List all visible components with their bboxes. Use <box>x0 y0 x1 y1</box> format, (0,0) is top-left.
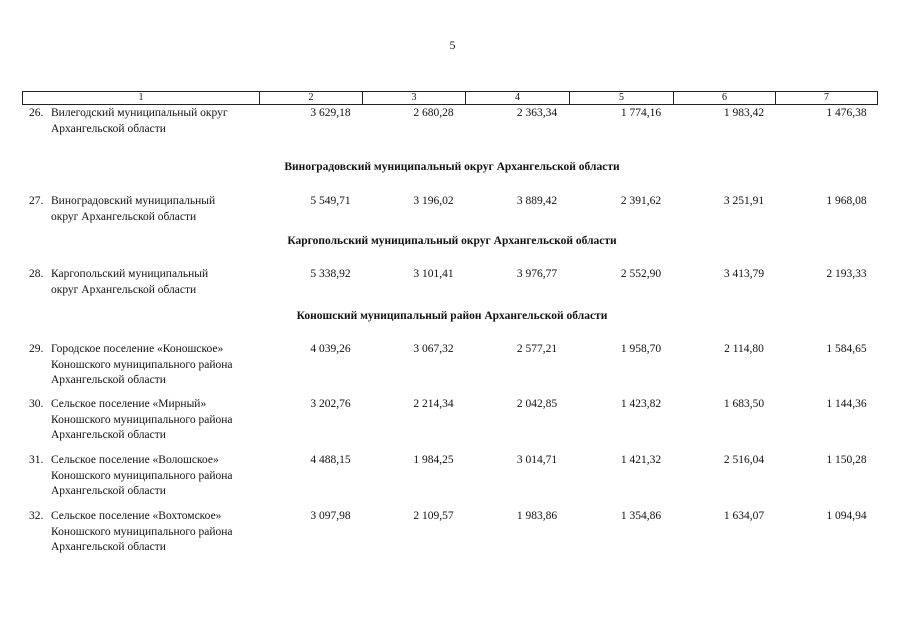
value-col-7: 1 584,65 <box>826 343 867 355</box>
value-col-7: 1 094,94 <box>826 510 867 522</box>
value-col-6: 1 634,07 <box>723 510 765 522</box>
value-col-6: 3 251,91 <box>723 195 765 207</box>
value-col-5: 2 552,90 <box>620 268 662 280</box>
row-name-line: Архангельской области <box>51 541 166 553</box>
row-number: 26. <box>29 107 44 119</box>
value-col-6: 3 413,79 <box>723 268 765 280</box>
row-name <box>51 267 208 298</box>
header-col-3: 3 <box>362 92 465 104</box>
value-col-6: 1 983,42 <box>723 107 765 119</box>
value-col-5: 1 774,16 <box>620 107 662 119</box>
value-col-2: 3 202,76 <box>310 398 351 410</box>
value-col-6: 2 516,04 <box>723 454 765 466</box>
value-col-6: 2 114,80 <box>724 343 764 355</box>
row-name <box>51 453 232 500</box>
value-col-2: 4 488,15 <box>310 454 351 466</box>
section-heading: Виноградовский муниципальный округ Архангельской области <box>284 161 620 173</box>
value-col-3: 1 984,25 <box>413 454 454 466</box>
value-col-3: 3 067,32 <box>413 343 454 355</box>
value-col-5: 1 421,32 <box>620 454 662 466</box>
row-name <box>51 342 232 389</box>
row-name-line: Архангельской области <box>51 429 166 441</box>
value-col-4: 3 976,77 <box>516 268 558 280</box>
value-col-7: 1 150,28 <box>826 454 867 466</box>
row-name-line: Сельское поселение «Мирный» <box>51 398 207 410</box>
row-number: 28. <box>29 268 44 280</box>
row-number: 27. <box>29 195 44 207</box>
section-heading: Каргопольский муниципальный округ Архангельской области <box>287 235 617 247</box>
value-col-2: 3 097,98 <box>310 510 351 522</box>
header-col-2: 2 <box>259 92 362 104</box>
row-name-line: Коношского муниципального района <box>51 413 233 426</box>
header-col-4: 4 <box>465 92 569 104</box>
row-name-line: округ Архангельской области <box>51 210 197 223</box>
row-name-line: Коношского муниципального района <box>51 469 233 482</box>
value-col-4: 1 983,86 <box>516 510 558 522</box>
row-name-line: Сельское поселение «Волошское» <box>51 454 219 466</box>
value-col-7: 1 144,36 <box>826 398 867 410</box>
value-col-4: 2 577,21 <box>516 343 558 355</box>
row-name-line: Архангельской области <box>51 485 166 497</box>
row-number: 32. <box>29 510 44 522</box>
value-col-5: 1 423,82 <box>620 398 662 410</box>
table-header <box>22 91 878 105</box>
section-heading: Коношский муниципальный район Архангельской области <box>296 310 608 322</box>
row-name <box>51 106 228 137</box>
value-col-2: 4 039,26 <box>310 343 351 355</box>
row-name <box>51 397 232 444</box>
row-number: 30. <box>29 398 44 410</box>
row-name-line: Виноградовский муниципальный <box>51 195 216 207</box>
row-name-line: округ Архангельской области <box>51 283 197 296</box>
row-name-line: Архангельской области <box>51 374 166 386</box>
row-name <box>51 194 215 225</box>
row-name-line: Сельское поселение «Вохтомское» <box>51 510 222 522</box>
value-col-4: 3 014,71 <box>516 454 558 466</box>
value-col-4: 2 042,85 <box>516 398 558 410</box>
row-number: 29. <box>29 343 44 355</box>
value-col-2: 5 338,92 <box>310 268 351 280</box>
value-col-5: 1 958,70 <box>620 343 662 355</box>
header-col-7: 7 <box>775 92 877 104</box>
row-name-line: Вилегодский муниципальный округ <box>51 107 228 119</box>
page-number: 5 <box>449 38 456 52</box>
value-col-6: 1 683,50 <box>723 398 765 410</box>
value-col-3: 3 101,41 <box>413 268 454 280</box>
row-name-line: Каргопольский муниципальный <box>51 268 209 280</box>
value-col-7: 1 968,08 <box>826 195 867 207</box>
value-col-3: 3 196,02 <box>413 195 454 207</box>
row-number: 31. <box>29 454 44 466</box>
header-col-6: 6 <box>673 92 775 104</box>
value-col-3: 2 680,28 <box>413 107 454 119</box>
row-name-line: Архангельской области <box>51 122 166 135</box>
value-col-2: 5 549,71 <box>310 195 351 207</box>
value-col-4: 2 363,34 <box>516 107 558 119</box>
value-col-7: 1 476,38 <box>826 107 867 119</box>
value-col-5: 1 354,86 <box>620 510 662 522</box>
row-name <box>51 509 232 556</box>
value-col-4: 3 889,42 <box>516 195 558 207</box>
value-col-5: 2 391,62 <box>620 195 662 207</box>
value-col-2: 3 629,18 <box>310 107 351 119</box>
row-name-line: Коношского муниципального района <box>51 358 233 371</box>
value-col-7: 2 193,33 <box>826 268 867 280</box>
header-col-5: 5 <box>569 92 673 104</box>
row-name-line: Коношского муниципального района <box>51 525 233 538</box>
value-col-3: 2 214,34 <box>413 398 454 410</box>
value-col-3: 2 109,57 <box>413 510 454 522</box>
row-name-line: Городское поселение «Коношское» <box>51 343 224 355</box>
header-col-1: 1 <box>138 92 144 103</box>
